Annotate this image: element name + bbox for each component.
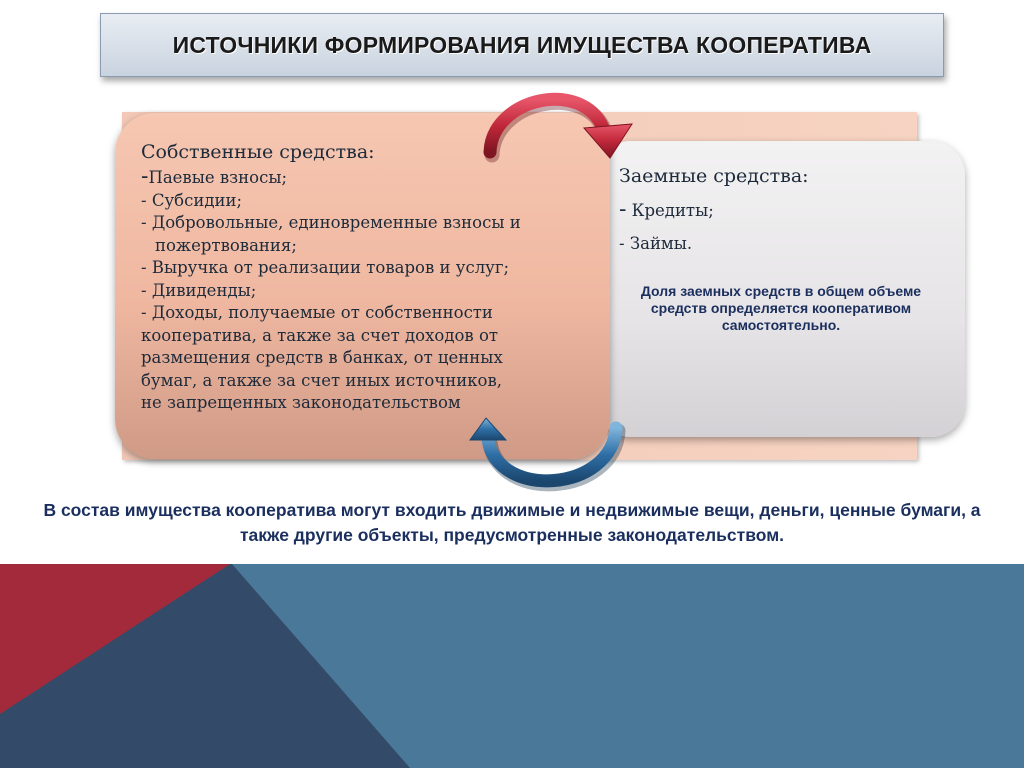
- own-funds-box: [115, 113, 610, 459]
- own-funds-item: пожертвования;: [155, 235, 297, 255]
- borrowed-funds-note: Доля заемных средств в общем объеме средств определяется кооперативом самостоятельно.: [640, 283, 922, 333]
- credits-text: Кредиты;: [626, 201, 714, 220]
- title-banner: [100, 13, 944, 77]
- own-funds-item: - Доходы, получаемые от собственности: [141, 303, 493, 322]
- own-funds-heading: Собственные средства:: [141, 141, 375, 163]
- own-funds-item: - Дивиденды;: [141, 280, 257, 300]
- own-funds-item: не запрещенных законодательством: [141, 393, 461, 412]
- own-funds-item: кооператива, а также за счет доходов от: [141, 325, 499, 345]
- borrowed-funds-heading: Заемные средства:: [619, 165, 809, 187]
- page-title: ИСТОЧНИКИ ФОРМИРОВАНИЯ ИМУЩЕСТВА КООПЕРАТИВА: [172, 31, 872, 58]
- own-funds-item: - Выручка от реализации товаров и услуг;: [141, 258, 510, 277]
- own-funds-item: бумаг, а также за счет иных источников,: [141, 370, 503, 390]
- own-funds-first-text: Паевые взносы;: [148, 168, 288, 187]
- credits-dash: -: [619, 197, 627, 222]
- borrowed-funds-box: [597, 141, 965, 437]
- own-funds-item: [141, 164, 586, 190]
- own-funds-item: размещения средств в банках, от ценных: [141, 348, 503, 367]
- borrowed-funds-item-credits: [619, 197, 943, 222]
- decorative-footer: [0, 564, 1024, 768]
- own-funds-item: - Субсидии;: [141, 190, 243, 210]
- bottom-statement: В состав имущества кооператива могут входить движимые и недвижимые вещи, деньги, ценные бумаги, а также другие объекты, предусмотренные законодательством.: [43, 500, 981, 545]
- own-funds-first-dash: -: [141, 164, 149, 189]
- own-funds-item: - Добровольные, единовременные взносы и: [141, 213, 521, 232]
- borrowed-funds-item-loans: - Займы.: [619, 234, 693, 253]
